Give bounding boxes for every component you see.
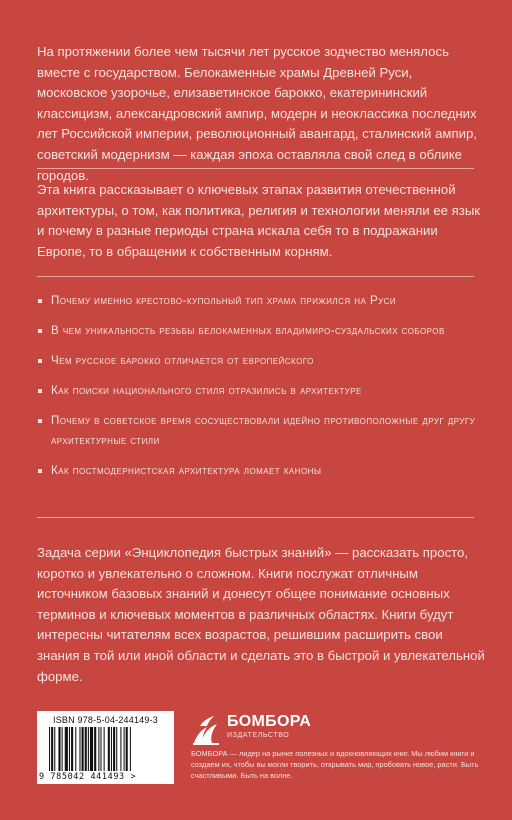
- publisher-description: БОМБОРА — лидер на рынке полезных и вдохновляющих книг. Мы любим книги и создаем их, чтобы вы могли творить, открывать мир, пробовать новое, расти. Быть счастливыми. Быть на волне.: [191, 749, 479, 780]
- barcode-icon: [49, 727, 165, 771]
- bullet-square-icon: [38, 419, 42, 423]
- series-description: Задача серии «Энциклопедия быстрых знаний» — рассказать просто, коротко и увлекательно о сложном. Книги послужат отличным источником базовых знаний и донесут общее понимание основных терминов и ключевых моментов в различных областях. Книги будут интересны читателям всех возрастов, решившим расширить свои знания в той или иной области и сделать это в быстрой и увлекательной форме.: [37, 545, 485, 684]
- intro-paragraph-2: Эта книга рассказывает о ключевых этапах развития отечественной архитектуры, о том, как политика, религия и технологии меняли ее язык и почему в разные периоды страна искала себя то в подражании Европе, то в обращении к собственным корням.: [37, 182, 481, 259]
- list-item: [37, 411, 477, 451]
- bombora-wave-logo-icon: [191, 713, 221, 745]
- list-item: [37, 461, 477, 481]
- publisher-name: БОМБОРА: [227, 713, 312, 730]
- list-item: [37, 381, 477, 401]
- divider: [37, 276, 474, 277]
- list-item: [37, 291, 477, 311]
- isbn-label: ISBN 978-5-04-244149-3: [53, 715, 158, 725]
- barcode-digits: 9 785042 441493 >: [39, 772, 137, 782]
- divider: [37, 517, 474, 518]
- key-questions-list: [37, 291, 477, 481]
- list-item-text: Почему в советское время сосуществовали идейно противоположные друг другу архитектурные стили: [51, 414, 476, 447]
- intro-paragraph-1: На протяжении более чем тысячи лет русское зодчество менялось вместе с государством. Белокаменные храмы Древней Руси, московское узорочье, елизаветинское барокко, екатерининский классицизм, александровский ампир, модерн и неоклассика последних лет Российской империи, революционный авангард, сталинский ампир, советский модернизм — каждая эпоха оставляла свой след в облике городов.: [37, 44, 477, 183]
- bullet-square-icon: [38, 329, 42, 333]
- list-item-text: В чем уникальность резьбы белокаменных владимиро-суздальских соборов: [51, 324, 445, 337]
- divider: [37, 168, 474, 169]
- bullet-square-icon: [38, 469, 42, 473]
- list-item: [37, 321, 477, 341]
- bullet-square-icon: [38, 299, 42, 303]
- list-item-text: Почему именно крестово-купольный тип храма прижился на Руси: [51, 294, 397, 307]
- list-item-text: Чем русское барокко отличается от европейского: [51, 354, 314, 367]
- list-item: [37, 351, 477, 371]
- publisher-subtitle: ИЗДАТЕЛЬСТВО: [227, 732, 290, 739]
- barcode-block: [37, 711, 174, 784]
- list-item-text: Как постмодернистская архитектура ломает каноны: [51, 464, 322, 477]
- list-item-text: Как поиски национального стиля отразились в архитектуре: [51, 384, 362, 397]
- bullet-square-icon: [38, 389, 42, 393]
- bullet-square-icon: [38, 359, 42, 363]
